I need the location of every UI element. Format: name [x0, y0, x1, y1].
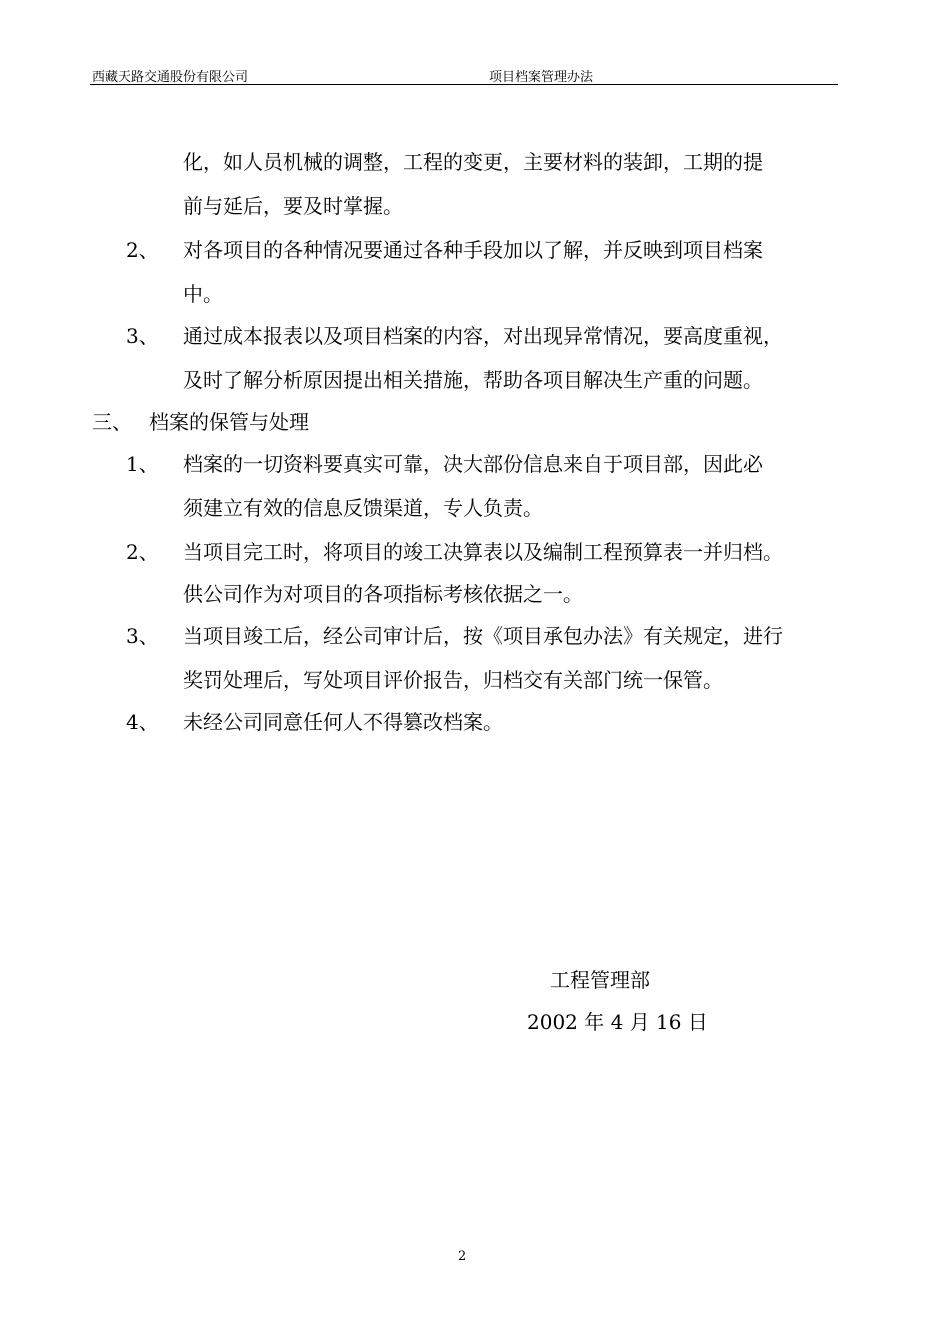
item-2-number: 2、 — [126, 238, 159, 262]
section-3-title: 档案的保管与处理 — [149, 410, 309, 434]
item-3-line-2: 及时了解分析原因提出相关措施，帮助各项目解决生产重的问题。 — [183, 368, 763, 392]
section-3-number: 三、 — [92, 410, 132, 434]
item-3-number: 3、 — [126, 324, 159, 348]
signature-date: 2002 年 4 月 16 日 — [527, 1010, 708, 1034]
item-2-line-1: 对各项目的各种情况要通过各种手段加以了解，并反映到项目档案 — [183, 238, 763, 262]
header-rule — [90, 84, 838, 85]
s3-item-1-number: 1、 — [126, 452, 159, 476]
page-number: 2 — [458, 1249, 467, 1264]
s3-item-3-line-2: 奖罚处理后，写处项目评价报告，归档交有关部门统一保管。 — [183, 668, 723, 692]
s3-item-3-number: 3、 — [126, 624, 159, 648]
s3-item-4-line-1: 未经公司同意任何人不得篡改档案。 — [183, 710, 503, 734]
s3-item-2-line-2: 供公司作为对项目的各项指标考核依据之一。 — [183, 582, 583, 606]
header-doc-title: 项目档案管理办法 — [489, 70, 594, 85]
continued-line-1: 化，如人员机械的调整，工程的变更，主要材料的装卸，工期的提 — [183, 150, 763, 174]
s3-item-3-line-1: 当项目竣工后，经公司审计后，按《项目承包办法》有关规定，进行 — [183, 624, 783, 648]
s3-item-4-number: 4、 — [126, 710, 159, 734]
item-2-line-2: 中。 — [183, 282, 223, 306]
continued-line-2: 前与延后，要及时掌握。 — [183, 194, 403, 218]
item-3-line-1: 通过成本报表以及项目档案的内容，对出现异常情况，要高度重视， — [183, 324, 783, 348]
header-company: 西藏天路交通股份有限公司 — [92, 70, 249, 85]
s3-item-2-line-1: 当项目完工时，将项目的竣工决算表以及编制工程预算表一并归档。 — [183, 540, 783, 564]
s3-item-1-line-2: 须建立有效的信息反馈渠道，专人负责。 — [183, 496, 543, 520]
signature-department: 工程管理部 — [550, 968, 650, 992]
s3-item-1-line-1: 档案的一切资料要真实可靠，决大部份信息来自于项目部，因此必 — [183, 452, 763, 476]
s3-item-2-number: 2、 — [126, 540, 159, 564]
